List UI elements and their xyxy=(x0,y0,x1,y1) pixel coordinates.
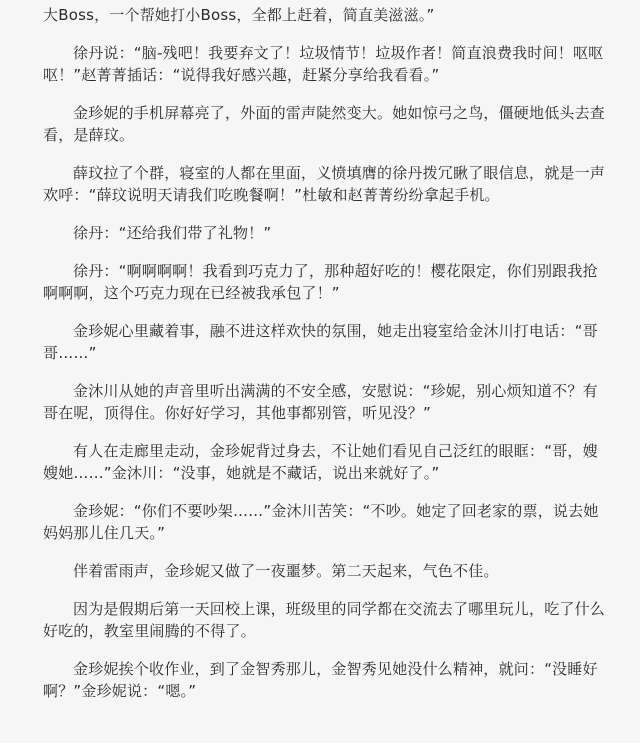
paragraph-3: 金珍妮的手机屏幕亮了，外面的雷声陡然变大。她如惊弓之鸟，僵硬地低头去查看，是薛玟。 xyxy=(43,104,606,144)
paragraph-10: 金珍妮：“你们不要吵架……”金沐川苦笑：“不吵。她定了回老家的票，说去她妈妈那儿住几天。” xyxy=(43,502,599,542)
paragraph-9: 有人在走廊里走动，金珍妮背过身去，不让她们看见自己泛红的眼眶：“哥，嫂嫂她……”金沐川：“没事，她就是不藏话，说出来就好了。” xyxy=(43,442,598,482)
paragraph-13: 金珍妮挨个收作业，到了金智秀那儿，金智秀见她没什么精神，就问：“没睡好啊？”金珍妮说：“嗯。” xyxy=(43,660,598,700)
paragraph-2: 徐丹说：“脑-残吧！我要弃文了！垃圾情节！垃圾作者！简直浪费我时间！呕呕呕！”赵菁菁插话：“说得我好感兴趣，赶紧分享给我看看。” xyxy=(43,44,604,84)
paragraph-6: 徐丹：“啊啊啊啊！我看到巧克力了，那种超好吃的！樱花限定，你们别跟我抢啊啊啊，这个巧克力现在已经被我承包了！” xyxy=(43,262,598,302)
paragraph-1: 大Boss，一个帮她打小Boss，全都上赶着，简直美滋滋。” xyxy=(43,6,435,24)
paragraph-12: 因为是假期后第一天回校上课，班级里的同学都在交流去了哪里玩儿，吃了什么好吃的，教室里闹腾的不得了。 xyxy=(43,600,606,640)
paragraph-8: 金沐川从她的声音里听出满满的不安全感，安慰说：“珍妮，别心烦知道不？有哥在呢，顶得住。你好好学习，其他事都别管，听见没？” xyxy=(43,382,598,422)
paragraph-4: 薛玟拉了个群，寝室的人都在里面，义愤填膺的徐丹拨冗瞅了眼信息，就是一声欢呼：“薛玟说明天请我们吃晚餐啊！”杜敏和赵菁菁纷纷拿起手机。 xyxy=(43,164,606,204)
paragraph-5: 徐丹：“还给我们带了礼物！” xyxy=(73,224,272,242)
paragraph-11: 伴着雷雨声，金珍妮又做了一夜噩梦。第二天起来，气色不佳。 xyxy=(73,562,499,580)
paragraph-7: 金珍妮心里藏着事，融不进这样欢快的氛围，她走出寝室给金沐川打电话：“哥哥……” xyxy=(43,322,598,362)
